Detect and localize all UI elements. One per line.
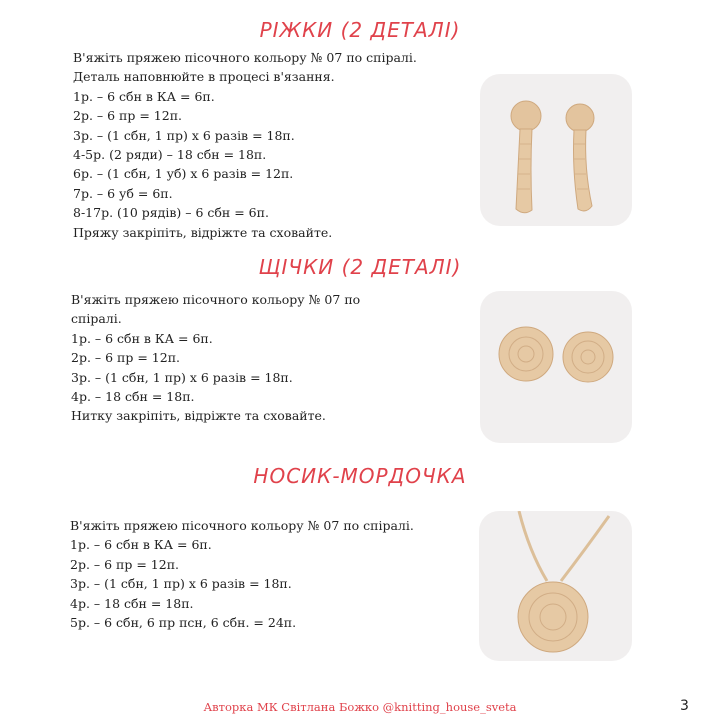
page-number: 3 xyxy=(680,698,689,714)
instruction-line: 3р. – (1 сбн, 1 пр) х 6 разів = 18п. xyxy=(71,369,293,385)
instruction-line: В'яжіть пряжею пісочного кольору № 07 по xyxy=(71,292,361,307)
instruction-line: 4р. – 18 сбн = 18п. xyxy=(71,389,195,405)
instruction-line: 2р. – 6 пр = 12п. xyxy=(71,350,181,366)
instruction-line: 6р. – (1 сбн, 1 уб) х 6 разів = 12п. xyxy=(73,166,294,182)
instruction-line: Нитку закріпіть, відріжте та сховайте. xyxy=(71,408,326,424)
instruction-line: 3р. – (1 сбн, 1 пр) х 6 разів = 18п. xyxy=(70,576,292,592)
instruction-line: 2р. – 6 пр = 12п. xyxy=(70,556,180,572)
instruction-line: 8-17р. (10 рядів) – 6 сбн = 6п. xyxy=(73,205,269,221)
instruction-line: 4р. – 18 сбн = 18п. xyxy=(70,595,194,611)
crochet-cheeks-photo xyxy=(480,291,632,443)
instruction-line: Деталь наповнюйте в процесі в'язання. xyxy=(73,69,335,85)
instruction-line: спіралі. xyxy=(71,311,122,327)
instruction-line: В'яжіть пряжею пісочного кольору № 07 по спіралі. xyxy=(73,50,417,65)
instruction-line: 2р. – 6 пр = 12п. xyxy=(73,108,183,124)
instruction-line: 4-5р. (2 ряди) – 18 сбн = 18п. xyxy=(73,147,267,163)
author-credit: Авторка МК Світлана Божко @knitting_house_sveta xyxy=(203,700,517,714)
instruction-line: 7р. – 6 уб = 6п. xyxy=(73,185,173,201)
section-title-horns: РІЖКИ (2 ДЕТАЛІ) xyxy=(259,18,461,42)
instruction-line: 1р. – 6 сбн в КА = 6п. xyxy=(73,88,215,104)
section-title-muzzle: НОСИК-МОРДОЧКА xyxy=(253,464,467,488)
cheeks-instructions xyxy=(71,290,360,426)
instruction-line: 5р. – 6 сбн, 6 пр псн, 6 сбн. = 24п. xyxy=(70,615,297,631)
instruction-line: 3р. – (1 сбн, 1 пр) х 6 разів = 18п. xyxy=(73,127,295,143)
instruction-line: 1р. – 6 сбн в КА = 6п. xyxy=(71,330,213,346)
instruction-line: Пряжу закріпіть, відріжте та сховайте. xyxy=(73,224,333,240)
instruction-line: В'яжіть пряжею пісочного кольору № 07 по спіралі. xyxy=(70,518,414,533)
muzzle-instructions xyxy=(70,516,414,632)
instruction-line: 1р. – 6 сбн в КА = 6п. xyxy=(70,537,212,553)
section-title-cheeks: ЩІЧКИ (2 ДЕТАЛІ) xyxy=(258,255,462,279)
crochet-horns-photo xyxy=(480,74,632,226)
crochet-muzzle-photo xyxy=(479,511,632,661)
horns-instructions xyxy=(73,48,417,242)
